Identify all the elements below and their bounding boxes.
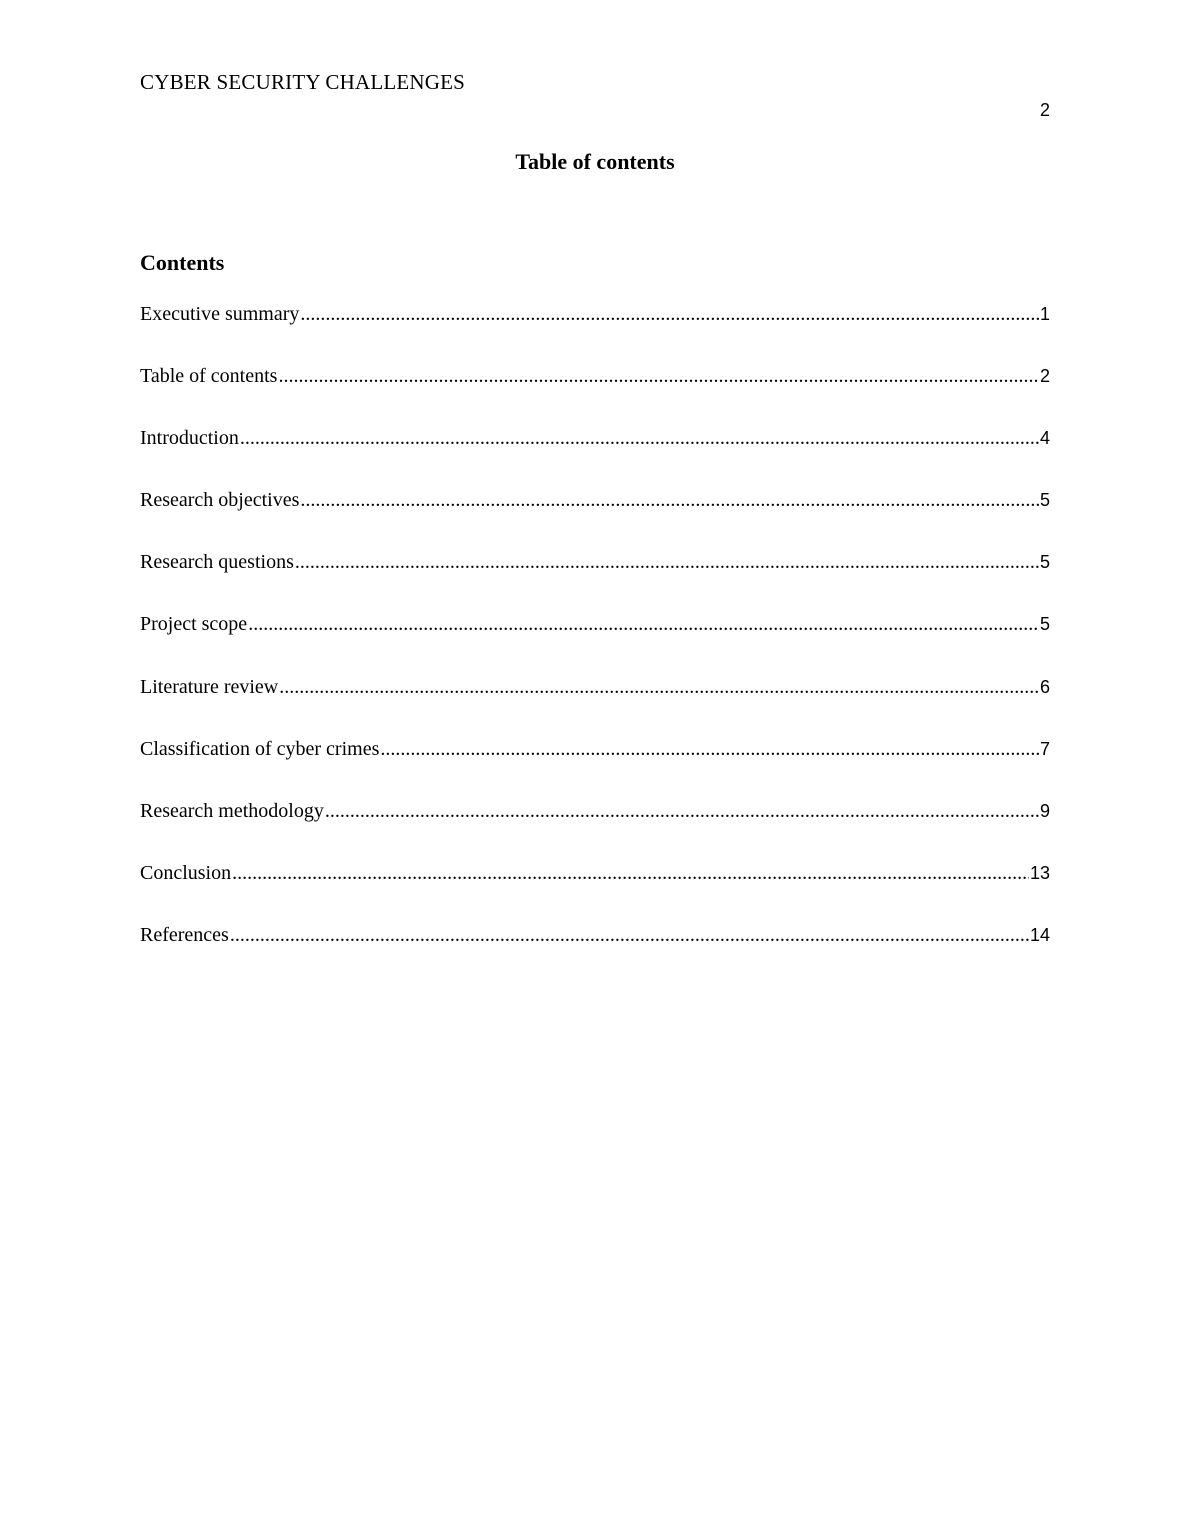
toc-entry-page: 14 — [1029, 924, 1050, 945]
toc-entry-page: 9 — [1039, 800, 1050, 821]
dot-leader — [248, 613, 1039, 636]
toc-entry-title: References — [140, 923, 229, 946]
toc-entry-page: 6 — [1039, 676, 1050, 697]
dot-leader — [230, 924, 1029, 947]
toc-entry-page: 5 — [1039, 552, 1050, 573]
toc-entry-title: Introduction — [140, 427, 239, 450]
dot-leader — [278, 365, 1039, 388]
dot-leader — [300, 303, 1039, 326]
toc-entry[interactable] — [140, 800, 1050, 862]
dot-leader — [232, 862, 1029, 885]
dot-leader — [240, 427, 1039, 450]
contents-heading: Contents — [140, 250, 225, 275]
dot-leader — [325, 800, 1039, 823]
toc-entry[interactable] — [140, 427, 1050, 489]
page-number: 2 — [1039, 100, 1050, 120]
toc-entry-title: Research objectives — [140, 489, 300, 512]
toc-entry[interactable] — [140, 862, 1050, 924]
dot-leader — [380, 738, 1039, 761]
toc-entry-title: Project scope — [140, 613, 248, 636]
toc-entry-title: Executive summary — [140, 303, 300, 325]
toc-entry-page: 5 — [1039, 614, 1050, 635]
toc-entry[interactable] — [140, 365, 1050, 427]
dot-leader — [300, 489, 1039, 512]
toc-entry-title: Research methodology — [140, 799, 324, 822]
toc-entry-page: 4 — [1039, 428, 1050, 449]
toc-entry[interactable] — [140, 551, 1050, 613]
toc-entry-title: Conclusion — [140, 861, 232, 884]
running-head: CYBER SECURITY CHALLENGES — [140, 70, 466, 94]
page-title: Table of contents — [515, 149, 675, 174]
toc-entry-page: 13 — [1029, 862, 1050, 883]
toc-entry-title: Classification of cyber crimes — [140, 737, 380, 760]
toc-entry[interactable] — [140, 738, 1050, 800]
toc-entry[interactable] — [140, 489, 1050, 551]
toc-entry-page: 7 — [1039, 738, 1050, 759]
toc-entry[interactable] — [140, 613, 1050, 675]
dot-leader — [295, 551, 1039, 574]
toc-entry-page: 5 — [1039, 490, 1050, 511]
toc-entry[interactable] — [140, 676, 1050, 738]
toc-entry-title: Research questions — [140, 551, 294, 574]
toc-entry[interactable] — [140, 924, 1050, 986]
toc-entry-title: Table of contents — [140, 365, 278, 388]
toc-entry-page: 2 — [1039, 366, 1050, 387]
dot-leader — [279, 676, 1039, 699]
toc-entry[interactable] — [140, 303, 1050, 365]
toc-entry-title: Literature review — [140, 675, 279, 698]
table-of-contents — [140, 303, 1050, 986]
toc-entry-page: 1 — [1039, 304, 1050, 324]
